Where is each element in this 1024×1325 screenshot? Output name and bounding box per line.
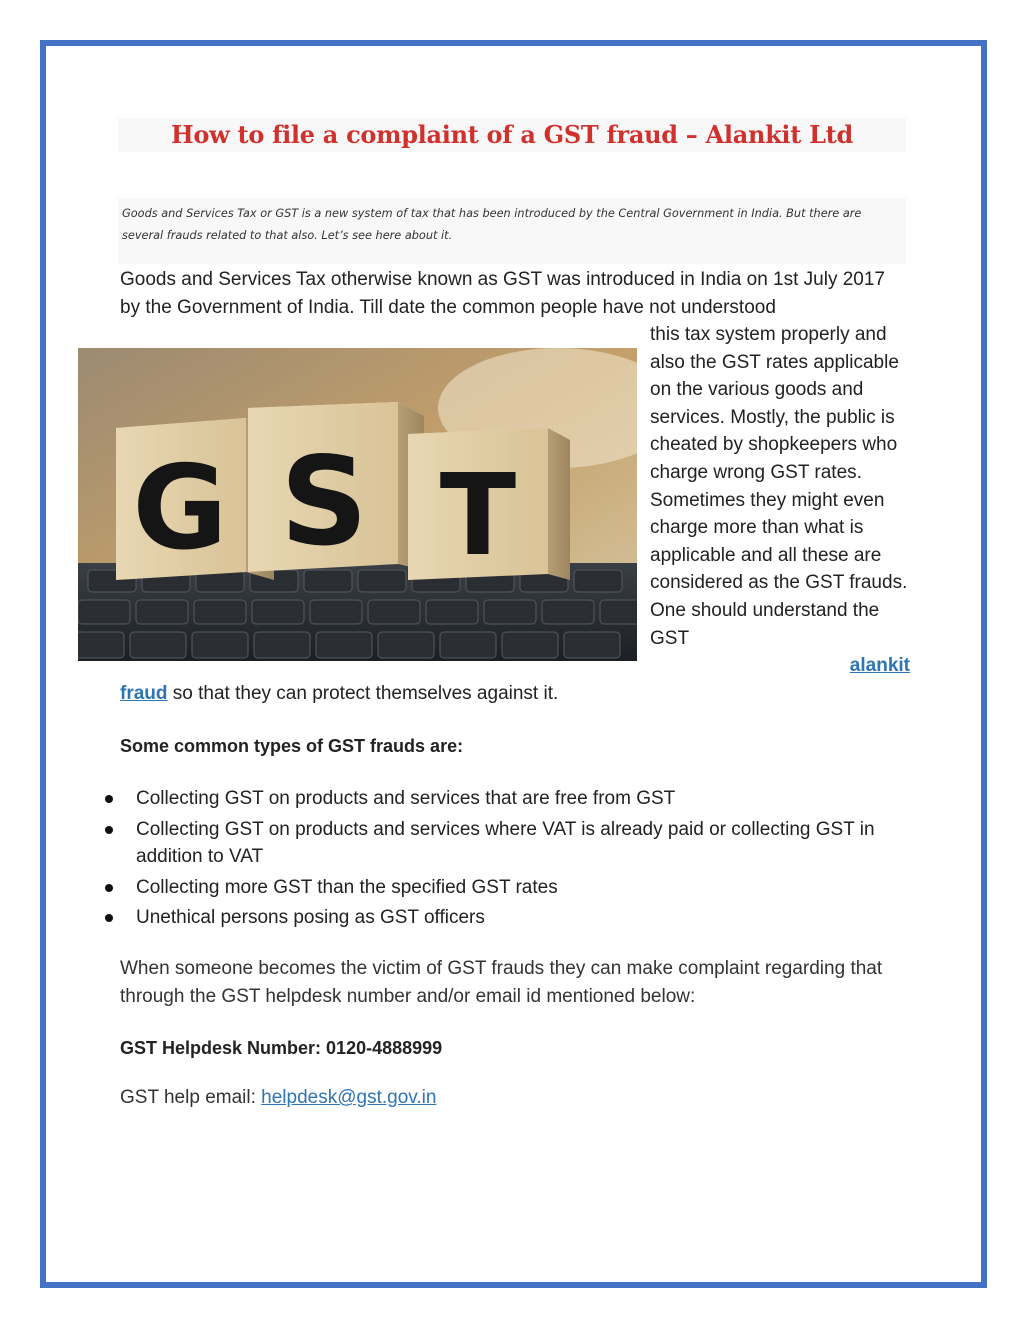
bullet-icon [105, 914, 113, 922]
email-link[interactable]: helpdesk@gst.gov.in [261, 1087, 437, 1108]
intro-box [118, 198, 906, 264]
fraud-types-list [100, 785, 910, 935]
svg-text:G: G [132, 441, 228, 576]
paragraph-wrap: this tax system properly and also the GST rates applicable on the various goods and services. Mostly, the public is cheated by shopkeepers who charge wrong GST rates. Sometimes they might even charge more than what is applicable and all these are considered as the GST frauds. One should understand the GST [650, 324, 908, 649]
list-item-text: Collecting more GST than the specified GST rates [136, 876, 558, 898]
link-line-end [650, 652, 910, 680]
paragraph-link-rest: so that they can protect themselves against it. [167, 683, 559, 704]
list-item [100, 904, 910, 932]
svg-text:T: T [439, 451, 517, 581]
fraud-link[interactable]: fraud [120, 683, 168, 704]
paragraph-intro: Goods and Services Tax otherwise known as GST was introduced in India on 1st July 2017 by the Government of India. Till date the common people have not understood [120, 269, 886, 318]
alankit-link[interactable]: alankit [849, 655, 910, 676]
help-email-line [120, 1084, 436, 1112]
cube-t [408, 428, 570, 581]
bullet-icon [105, 826, 113, 834]
list-item-text: Unethical persons posing as GST officers [136, 907, 485, 929]
list-item-text: Collecting GST on products and services that are free from GST [136, 788, 676, 809]
page-title: How to file a complaint of a GST fraud – Alankit Ltd [171, 120, 853, 149]
list-item [100, 874, 910, 902]
bullet-icon [105, 795, 113, 803]
list-item [100, 816, 910, 871]
list-item [100, 785, 910, 813]
gst-cubes-photo [78, 348, 637, 661]
bullet-icon [105, 884, 113, 892]
svg-text:S: S [280, 431, 368, 573]
fraud-types-heading: Some common types of GST frauds are: [120, 736, 464, 756]
paragraph-link-continued [120, 680, 910, 708]
helpdesk-number: GST Helpdesk Number: 0120-4888999 [120, 1038, 443, 1058]
complaint-paragraph: When someone becomes the victim of GST frauds they can make complaint regarding that through the GST helpdesk number and/or email id mentioned below: [120, 958, 883, 1007]
title-banner [118, 118, 906, 152]
intro-text: Goods and Services Tax or GST is a new system of tax that has been introduced by the Central Government in India. But there are several frauds related to that also. Let’s see here about it. [122, 207, 862, 242]
cube-s [248, 402, 424, 573]
email-label: GST help email: [120, 1087, 262, 1108]
list-item-text: Collecting GST on products and services where VAT is already paid or collecting GST in addition to VAT [136, 818, 875, 868]
